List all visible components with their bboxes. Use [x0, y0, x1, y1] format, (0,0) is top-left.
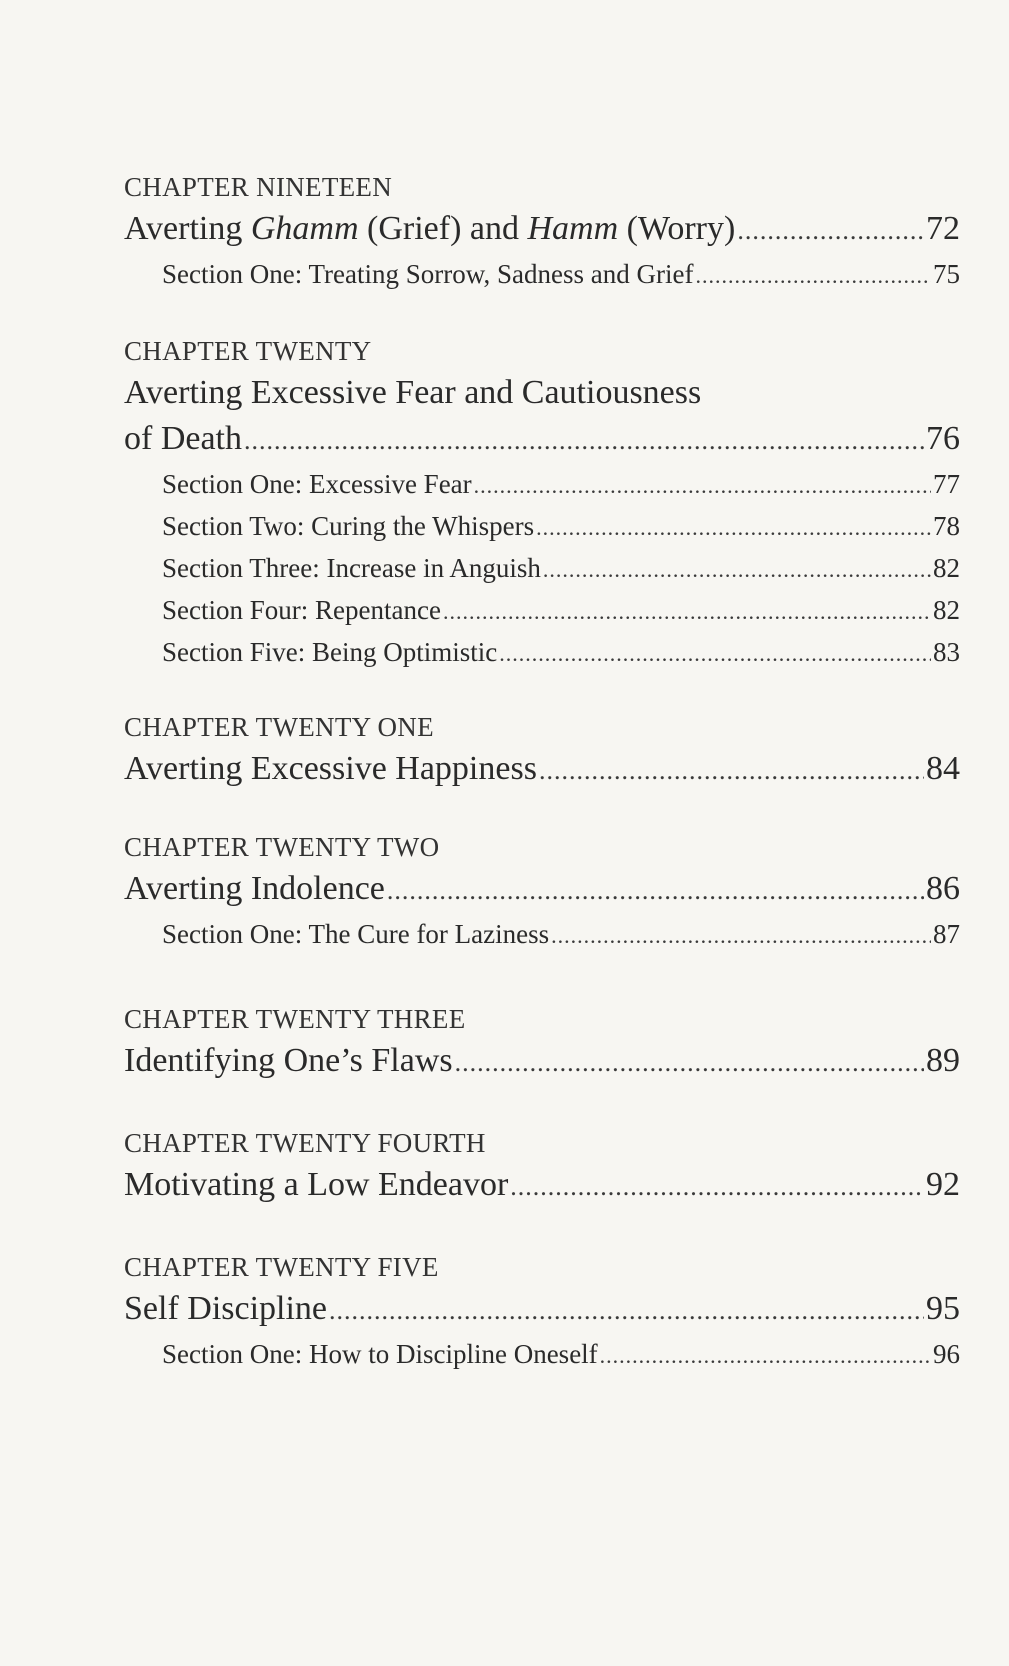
table-of-contents — [124, 168, 960, 1376]
page-number: 95 — [926, 1290, 960, 1327]
section-title: Section One: Treating Sorrow, Sadness and Grief — [162, 259, 694, 289]
title-part: (Worry) — [618, 210, 736, 247]
chapter-label: CHAPTER TWENTY TWO — [124, 832, 440, 862]
page-number: 82 — [933, 595, 960, 625]
section-entry[interactable] — [162, 632, 960, 674]
page-number: 82 — [933, 553, 960, 583]
chapter-title-line-1: Averting Excessive Fear and Cautiousness — [124, 374, 702, 411]
section-entry[interactable] — [162, 506, 960, 548]
chapter-19 — [124, 168, 960, 296]
page-number: 87 — [933, 919, 960, 949]
page-number: 77 — [933, 469, 960, 499]
dot-leader — [543, 550, 931, 590]
chapter-title-entry[interactable] — [124, 1038, 960, 1086]
chapter-title-entry[interactable] — [124, 370, 960, 464]
section-title: Section Two: Curing the Whispers — [162, 511, 535, 541]
chapter-21 — [124, 708, 960, 794]
chapter-label: CHAPTER TWENTY THREE — [124, 1004, 466, 1034]
chapter-title — [124, 206, 735, 252]
section-entry[interactable] — [162, 548, 960, 590]
chapter-label: CHAPTER TWENTY ONE — [124, 712, 434, 742]
page-number: 96 — [933, 1339, 960, 1369]
dot-leader — [510, 1164, 924, 1210]
dot-leader — [443, 592, 931, 632]
chapter-title: Identifying One’s Flaws — [124, 1042, 453, 1079]
page-number: 84 — [926, 750, 960, 787]
title-part-italic: Hamm — [527, 210, 619, 247]
page-number: 78 — [933, 511, 960, 541]
section-entry[interactable] — [162, 1334, 960, 1376]
chapter-23 — [124, 1000, 960, 1086]
dot-leader — [600, 1336, 931, 1376]
chapter-title: Motivating a Low Endeavor — [124, 1166, 509, 1203]
chapter-title-entry[interactable] — [124, 866, 960, 914]
chapter-label: CHAPTER TWENTY — [124, 336, 372, 366]
dot-leader — [455, 1040, 924, 1086]
section-title: Section One: The Cure for Laziness — [162, 919, 550, 949]
section-title: Section One: How to Discipline Oneself — [162, 1339, 598, 1369]
chapter-label: CHAPTER NINETEEN — [124, 172, 393, 202]
section-entry[interactable] — [162, 254, 960, 296]
page-number: 72 — [926, 210, 960, 247]
section-entry[interactable] — [162, 590, 960, 632]
chapter-title-entry[interactable] — [124, 746, 960, 794]
chapter-title: Averting Excessive Happiness — [124, 750, 537, 787]
dot-leader — [695, 256, 931, 296]
dot-leader — [329, 1288, 924, 1334]
page-number: 89 — [926, 1042, 960, 1079]
chapter-title-entry[interactable] — [124, 206, 960, 254]
page-number: 92 — [926, 1166, 960, 1203]
dot-leader — [474, 466, 931, 506]
section-entry[interactable] — [162, 914, 960, 956]
chapter-title: Averting Indolence — [124, 870, 385, 907]
title-part: (Grief) and — [358, 210, 528, 247]
page-number: 83 — [933, 637, 960, 667]
chapter-title-entry[interactable] — [124, 1286, 960, 1334]
chapter-22 — [124, 828, 960, 956]
dot-leader — [737, 208, 924, 254]
title-part: Averting — [124, 210, 251, 247]
section-entry[interactable] — [162, 464, 960, 506]
chapter-label: CHAPTER TWENTY FOURTH — [124, 1128, 486, 1158]
section-title: Section Three: Increase in Anguish — [162, 553, 541, 583]
dot-leader — [536, 508, 931, 548]
dot-leader — [551, 916, 931, 956]
chapter-25 — [124, 1248, 960, 1376]
dot-leader — [387, 868, 924, 914]
section-title: Section One: Excessive Fear — [162, 469, 472, 499]
chapter-title-line-2: of Death — [124, 420, 243, 457]
chapter-label: CHAPTER TWENTY FIVE — [124, 1252, 439, 1282]
section-title: Section Five: Being Optimistic — [162, 637, 498, 667]
page-number: 76 — [926, 420, 960, 457]
chapter-title-entry[interactable] — [124, 1162, 960, 1210]
chapter-24 — [124, 1124, 960, 1210]
section-title: Section Four: Repentance — [162, 595, 441, 625]
chapter-title: Self Discipline — [124, 1290, 328, 1327]
dot-leader — [499, 634, 931, 674]
page-number: 86 — [926, 870, 960, 907]
page-number: 75 — [933, 259, 960, 289]
dot-leader — [244, 418, 924, 464]
dot-leader — [539, 748, 924, 794]
title-part-italic: Ghamm — [250, 210, 359, 247]
chapter-20 — [124, 332, 960, 674]
